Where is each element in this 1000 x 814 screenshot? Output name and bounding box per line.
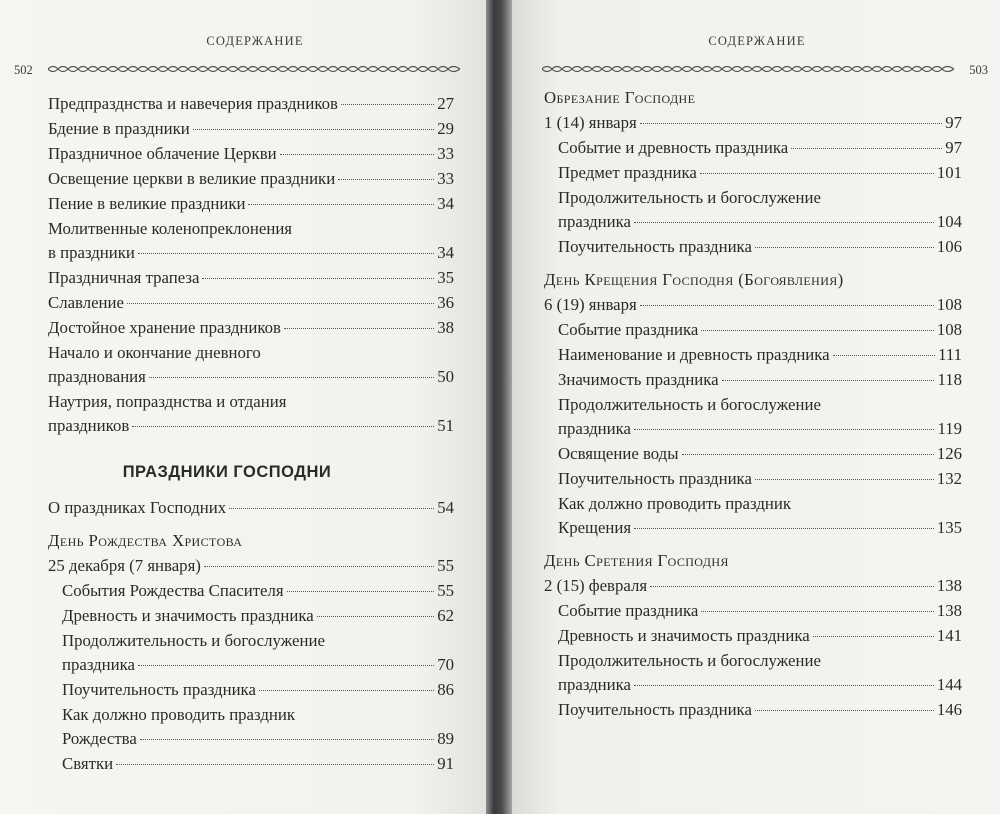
right-page	[512, 0, 1000, 814]
toc-group-title: День Сретения Господня	[544, 551, 729, 570]
toc-entry: Продолжительность и богослужение праздника 119	[558, 395, 962, 438]
toc-entry: Начало и окончание дневного празднования 50	[48, 343, 454, 386]
page-number: 503	[969, 63, 988, 77]
toc-entry: Пение в великие праздники 34	[48, 194, 454, 213]
toc-entry: Предпразднства и навечерия праздников 27	[48, 94, 454, 113]
toc-entry: Поучительность праздника 86	[62, 680, 454, 699]
toc-entry: Предмет праздника 101	[558, 163, 962, 182]
section-title: ПРАЗДНИКИ ГОСПОДНИ	[122, 463, 332, 481]
toc-entry: Праздничная трапеза 35	[48, 268, 454, 287]
toc-entry: События Рождества Спасителя 55	[62, 581, 454, 600]
toc-group-title: День Крещения Господня (Богоявления)	[544, 270, 844, 289]
toc-entry: Бдение в праздники 29	[48, 119, 454, 138]
toc-entry: Праздничное облачение Церкви 33	[48, 144, 454, 163]
toc-entry: Продолжительность и богослужение праздника 104	[558, 188, 962, 231]
running-head: СОДЕРЖАНИЕ	[206, 34, 304, 48]
toc-left-lower	[48, 496, 454, 777]
toc-entry: 2 (15) февраля 138	[544, 576, 962, 595]
toc-entry: Древность и значимость праздника 141	[558, 626, 962, 645]
toc-entry: Как должно проводить праздник Крещения 135	[558, 494, 962, 537]
page-number: 502	[14, 63, 33, 77]
toc-entry: Освещение церкви в великие праздники 33	[48, 169, 454, 188]
toc-entry: Святки 91	[62, 754, 454, 773]
toc-entry: Молитвенные коленопреклонения в праздники 34	[48, 219, 454, 262]
toc-entry: Продолжительность и богослужение праздника 70	[62, 631, 454, 674]
toc-entry: 6 (19) января 108	[544, 295, 962, 314]
toc-entry: Поучительность праздника 132	[558, 469, 962, 488]
left-page	[0, 0, 486, 814]
toc-entry: Древность и значимость праздника 62	[62, 606, 454, 625]
toc-entry: Событие и древность праздника 97	[558, 138, 962, 157]
toc-entry: Поучительность праздника 106	[558, 237, 962, 256]
toc-entry: Поучительность праздника 146	[558, 700, 962, 719]
toc-entry: Наименование и древность праздника 111	[558, 345, 962, 364]
toc-entry: 1 (14) января 97	[544, 113, 962, 132]
toc-entry: Наутрия, попразднства и отдания праздников 51	[48, 392, 454, 435]
toc-left	[48, 92, 454, 498]
toc-entry: Продолжительность и богослужение праздника 144	[558, 651, 962, 694]
toc-entry: Как должно проводить праздник Рождества 89	[62, 705, 454, 748]
toc-entry: О праздниках Господних 54	[48, 498, 454, 517]
toc-entry: Событие праздника 138	[558, 601, 962, 620]
ornament-divider	[542, 64, 954, 74]
toc-entry: Славление 36	[48, 293, 454, 312]
toc-group-title: Обрезание Господне	[544, 88, 696, 107]
toc-entry: Значимость праздника 118	[558, 370, 962, 389]
toc-entry: 25 декабря (7 января) 55	[48, 556, 454, 575]
toc-group-title: День Рождества Христова	[48, 531, 243, 550]
toc-entry: Освящение воды 126	[558, 444, 962, 463]
ornament-divider	[48, 64, 460, 74]
toc-right	[544, 86, 962, 723]
toc-entry: Достойное хранение праздников 38	[48, 318, 454, 337]
toc-entry: Событие праздника 108	[558, 320, 962, 339]
book-spine	[486, 0, 512, 814]
running-head: СОДЕРЖАНИЕ	[708, 34, 806, 48]
